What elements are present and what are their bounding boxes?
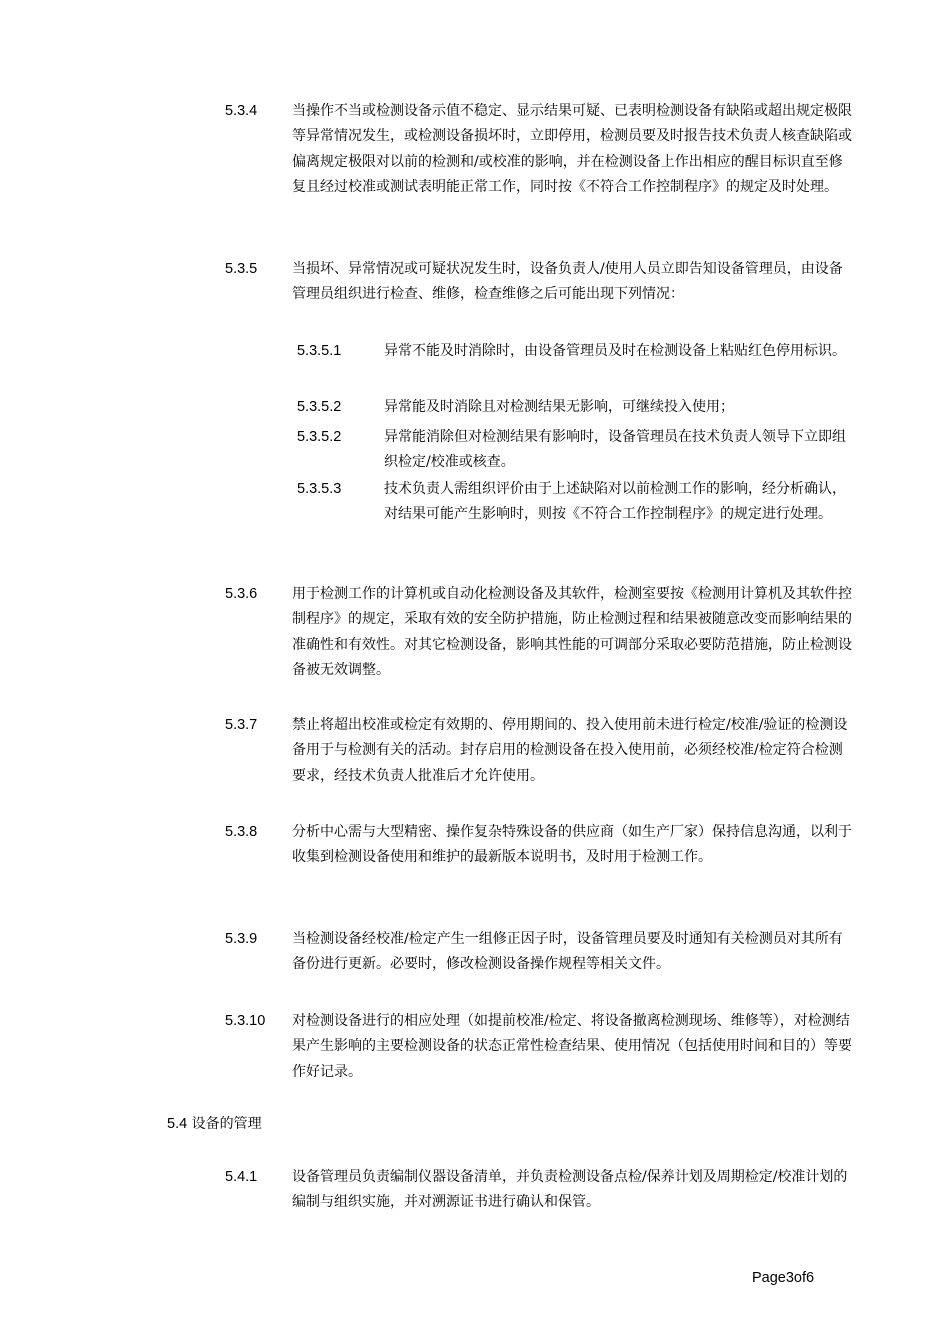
clause-text: 当损坏、异常情况或可疑状况发生时，设备负责人/使用人员立即告知设备管理员，由设备管理员组织进行检查、维修，检查维修之后可能出现下列情况：: [292, 261, 843, 303]
clause-text: 对检测设备进行的相应处理（如提前校准/检定、将设备撤离检测现场、维修等），对检测结果产生影响的主要检测设备的状态正常性检查结果、使用情况（包括使用时间和目的）等要作好记录。: [292, 1013, 852, 1080]
subclause-number: 5.3.5.2: [297, 429, 342, 445]
clause-number: 5.3.5: [225, 261, 258, 277]
clause-text: 分析中心需与大型精密、操作复杂特殊设备的供应商（如生产厂家）保持信息沟通，以利于收集到检测设备使用和维护的最新版本说明书，及时用于检测工作。: [292, 824, 852, 866]
subclause-number: 5.3.5.2: [297, 399, 342, 415]
subclause-text: 异常不能及时消除时，由设备管理员及时在检测设备上粘贴红色停用标识。: [384, 343, 846, 359]
subclause-text: 异常能及时消除且对检测结果无影响，可继续投入使用；: [384, 399, 734, 415]
section-number: 5.4: [167, 1116, 188, 1132]
subclause-text: 技术负责人需组织评价由于上述缺陷对以前检测工作的影响，经分析确认，对结果可能产生影响时，则按《不符合工作控制程序》的规定进行处理。: [384, 481, 846, 523]
subclause-text: 异常能消除但对检测结果有影响时，设备管理员在技术负责人领导下立即组织检定/校准或核查。: [384, 429, 846, 471]
clause-number: 5.3.10: [225, 1013, 266, 1029]
clause-number: 5.3.8: [225, 824, 258, 840]
clause-text: 用于检测工作的计算机或自动化检测设备及其软件，检测室要按《检测用计算机及其软件控制程序》的规定，采取有效的安全防护措施，防止检测过程和结果被随意改变而影响结果的准确性和有效性。对其它检测设备，影响其性能的可调部分采取必要防范措施，防止检测设备被无效调整。: [292, 586, 852, 679]
subclause-number: 5.3.5.1: [297, 343, 342, 359]
clause-number: 5.4.1: [225, 1169, 258, 1185]
section-heading: [167, 1113, 262, 1135]
clause-text: 设备管理员负责编制仪器设备清单，并负责检测设备点检/保养计划及周期检定/校准计划的编制与组织实施，并对溯源证书进行确认和保管。: [292, 1169, 848, 1211]
clause-number: 5.3.9: [225, 931, 258, 947]
clause-number: 5.3.6: [225, 586, 258, 602]
clause-number: 5.3.4: [225, 103, 258, 119]
clause-text: 当检测设备经校准/检定产生一组修正因子时，设备管理员要及时通知有关检测员对其所有备份进行更新。必要时，修改检测设备操作规程等相关文件。: [292, 931, 843, 973]
clause-number: 5.3.7: [225, 717, 258, 733]
clause-text: 禁止将超出校准或检定有效期的、停用期间的、投入使用前未进行检定/校准/验证的检测设备用于与检测有关的活动。封存启用的检测设备在投入使用前，必须经校准/检定符合检测要求，经技术负责人批准后才允许使用。: [292, 717, 848, 784]
subclause-number: 5.3.5.3: [297, 481, 342, 497]
clause-text: 当操作不当或检测设备示值不稳定、显示结果可疑、已表明检测设备有缺陷或超出规定极限等异常情况发生，或检测设备损坏时，立即停用，检测员要及时报告技术负责人核查缺陷或偏离规定极限对以前的检测和/或校准的影响，并在检测设备上作出相应的醒目标识直至修复且经过校准或测试表明能正常工作，同时按《不符合工作控制程序》的规定及时处理。: [292, 103, 852, 196]
page-number: Page3of6: [752, 1270, 815, 1286]
section-title: 设备的管理: [191, 1116, 262, 1132]
